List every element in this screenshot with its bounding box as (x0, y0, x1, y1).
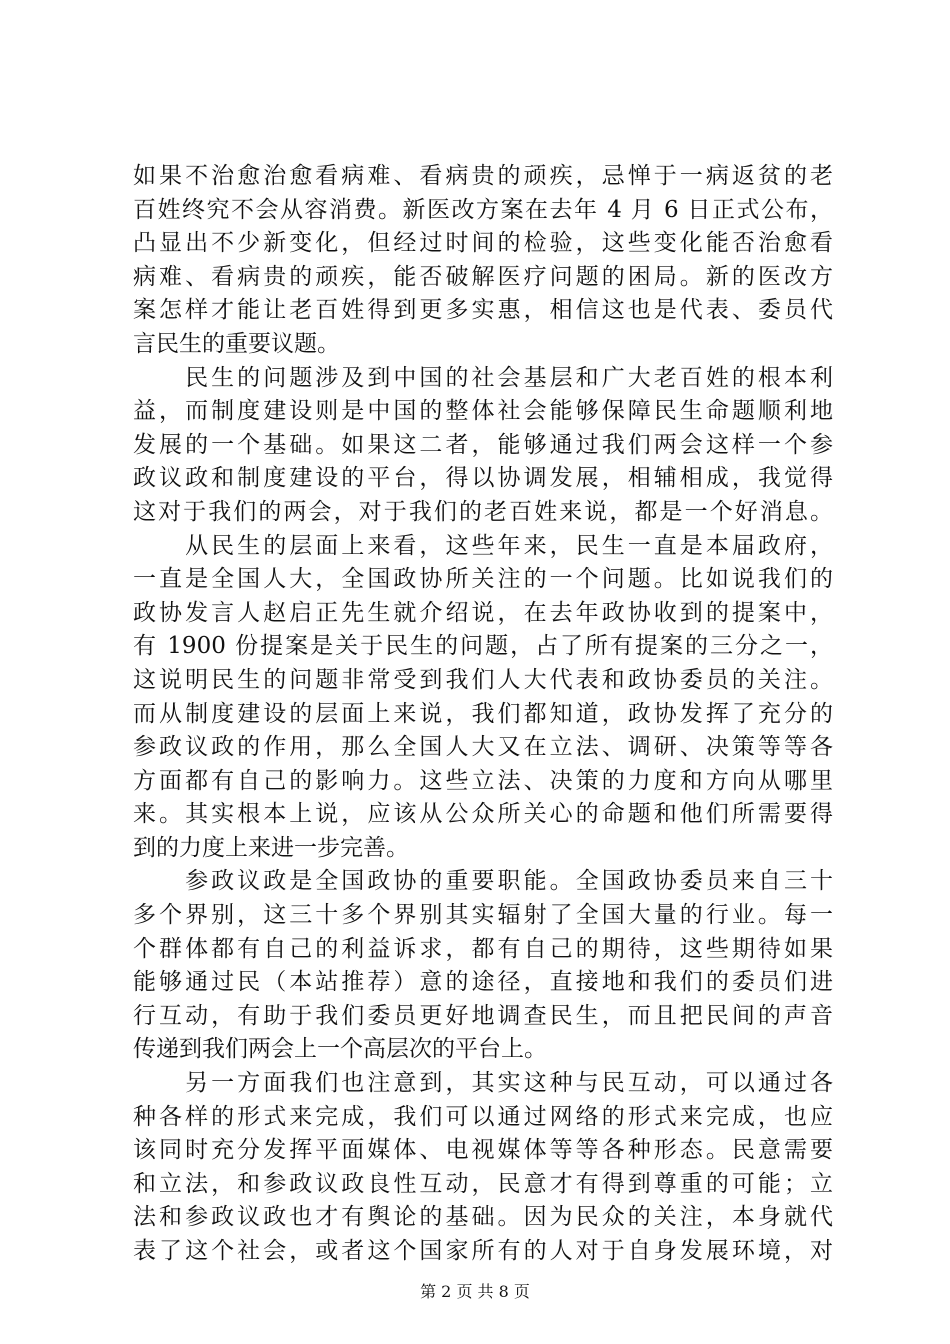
text-line: 案怎样才能让老百姓得到更多实惠，相信这也是代表、委员代 (133, 297, 833, 324)
page-footer: 第 2 页 共 8 页 (420, 1282, 530, 1301)
text-line: 病难、看病贵的顽疾，能否破解医疗问题的困局。新的医改方 (133, 263, 833, 290)
text-line: 参政议政是全国政协的重要职能。全国政协委员来自三十 (133, 868, 833, 895)
text-line: 从民生的层面上来看，这些年来，民生一直是本届政府， (133, 532, 833, 559)
text-line: 来。其实根本上说，应该从公众所关心的命题和他们所需要得 (133, 801, 833, 828)
text-line: 益，而制度建设则是中国的整体社会能够保障民生命题顺利地 (133, 398, 833, 425)
text-line: 这对于我们的两会，对于我们的老百姓来说，都是一个好消息。 (133, 498, 833, 525)
text-line: 政协发言人赵启正先生就介绍说，在去年政协收到的提案中， (133, 599, 833, 626)
text-line: 法和参政议政也才有舆论的基础。因为民众的关注，本身就代 (133, 1204, 833, 1231)
text-line: 政议政和制度建设的平台，得以协调发展，相辅相成，我觉得 (133, 465, 833, 492)
text-line: 而从制度建设的层面上来说，我们都知道，政协发挥了充分的 (133, 700, 833, 727)
text-line: 传递到我们两会上一个高层次的平台上。 (133, 1036, 547, 1063)
text-line: 表了这个社会，或者这个国家所有的人对于自身发展环境，对 (133, 1238, 833, 1264)
text-line: 这说明民生的问题非常受到我们人大代表和政协委员的关注。 (133, 666, 833, 693)
text-line: 一直是全国人大，全国政协所关注的一个问题。比如说我们的 (133, 566, 833, 593)
text-line: 个群体都有自己的利益诉求，都有自己的期待，这些期待如果 (133, 935, 833, 962)
text-line: 行互动，有助于我们委员更好地调查民生，而且把民间的声音 (133, 1002, 833, 1029)
text-line: 如果不治愈治愈看病难、看病贵的顽疾，忌惮于一病返贫的老 (133, 163, 833, 189)
text-line: 能够通过民（本站推荐）意的途径，直接地和我们的委员们进 (133, 969, 833, 996)
text-line: 方面都有自己的影响力。这些立法、决策的力度和方向从哪里 (133, 767, 833, 794)
text-line: 百姓终究不会从容消费。新医改方案在去年 4 月 6 日正式公布， (133, 196, 833, 223)
text-line: 发展的一个基础。如果这二者，能够通过我们两会这样一个参 (133, 431, 833, 458)
text-line: 言民生的重要议题。 (133, 330, 340, 357)
text-line: 到的力度上来进一步完善。 (133, 834, 409, 861)
text-line: 种各样的形式来完成，我们可以通过网络的形式来完成，也应 (133, 1103, 833, 1130)
text-line: 和立法，和参政议政良性互动，民意才有得到尊重的可能；立 (133, 1170, 833, 1197)
text-line: 该同时充分发挥平面媒体、电视媒体等等各种形态。民意需要 (133, 1137, 833, 1164)
text-line: 有 1900 份提案是关于民生的问题，占了所有提案的三分之一， (133, 633, 833, 660)
text-line: 另一方面我们也注意到，其实这种与民互动，可以通过各 (133, 1070, 833, 1097)
text-line: 参政议政的作用，那么全国人大又在立法、调研、决策等等各 (133, 734, 833, 761)
text-line: 民生的问题涉及到中国的社会基层和广大老百姓的根本利 (133, 364, 833, 391)
document-body (133, 160, 833, 1269)
text-line: 多个界别，这三十多个界别其实辐射了全国大量的行业。每一 (133, 902, 833, 929)
text-line: 凸显出不少新变化，但经过时间的检验，这些变化能否治愈看 (133, 230, 833, 257)
